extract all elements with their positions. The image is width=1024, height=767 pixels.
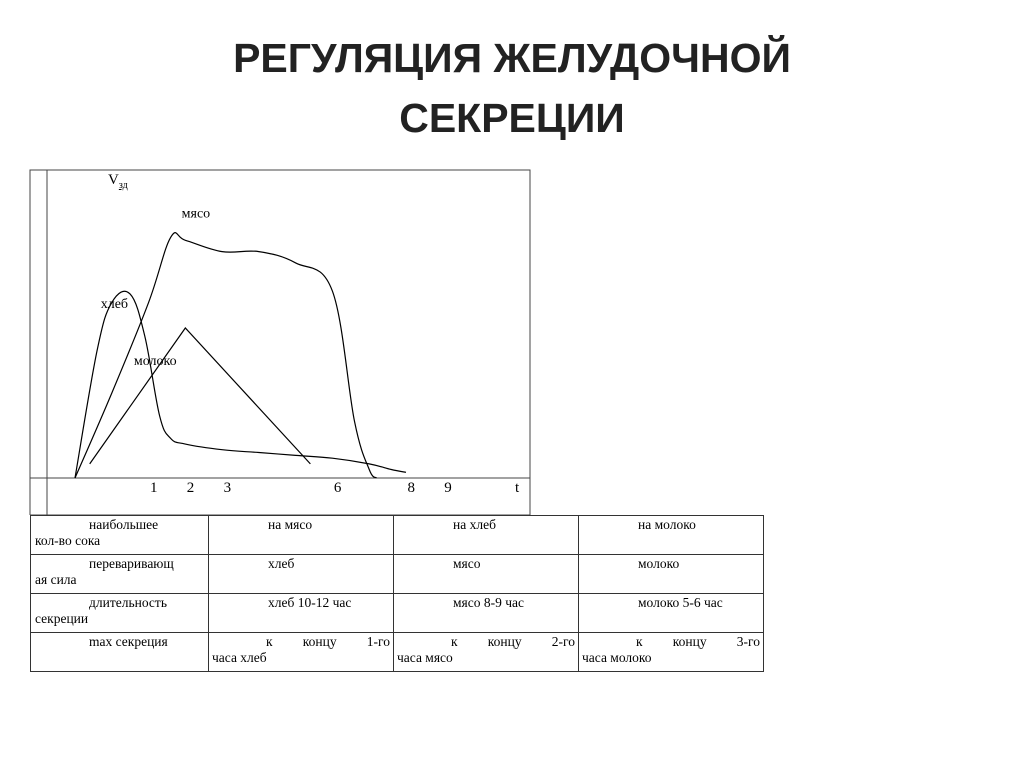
- table-cell: наибольшее кол-во сока: [31, 516, 209, 555]
- series-label-0: мясо: [181, 206, 211, 222]
- table-cell: хлеб 10-12 час: [209, 594, 394, 633]
- table-cell: на мясо: [209, 516, 394, 555]
- table-cell: длительность секреции: [31, 594, 209, 633]
- table-cell: мясо 8-9 час: [394, 594, 579, 633]
- table-cell: молоко: [579, 555, 764, 594]
- table-cell: хлеб: [209, 555, 394, 594]
- x-tick-label: 3: [223, 480, 232, 496]
- x-tick-label: 6: [333, 480, 342, 496]
- table-cell: на молоко: [579, 516, 764, 555]
- chart-frame: [30, 170, 530, 515]
- table-row: [31, 555, 764, 594]
- table-cell: к концу 1-го часа хлеб: [209, 633, 394, 672]
- x-tick-label: 1: [150, 480, 158, 496]
- series-label-1: хлеб: [100, 297, 129, 313]
- table-cell: max секреция: [31, 633, 209, 672]
- series-line-2: [90, 328, 311, 464]
- title-line-1: РЕГУЛЯЦИЯ ЖЕЛУДОЧНОЙ: [233, 35, 791, 81]
- x-axis-label: t: [515, 480, 520, 496]
- y-axis-label: $V_{зд}$: [108, 172, 128, 191]
- series-line-1: [75, 291, 406, 478]
- x-tick-label: 8: [407, 480, 415, 496]
- secretion-table: [30, 515, 764, 672]
- table-cell: к концу 3-го часа молоко: [579, 633, 764, 672]
- table-cell: мясо: [394, 555, 579, 594]
- series-label-2: молоко: [133, 353, 177, 369]
- x-tick-label: 9: [444, 480, 452, 496]
- table-cell: переваривающ ая сила: [31, 555, 209, 594]
- table-cell: молоко 5-6 час: [579, 594, 764, 633]
- title-line-2: СЕКРЕЦИИ: [399, 95, 625, 141]
- table-row: [31, 594, 764, 633]
- table-row: [31, 516, 764, 555]
- x-tick-label: 2: [186, 480, 195, 496]
- table-row: [31, 633, 764, 672]
- series-line-0: [75, 233, 377, 478]
- table-cell: на хлеб: [394, 516, 579, 555]
- table-cell: к концу 2-го часа мясо: [394, 633, 579, 672]
